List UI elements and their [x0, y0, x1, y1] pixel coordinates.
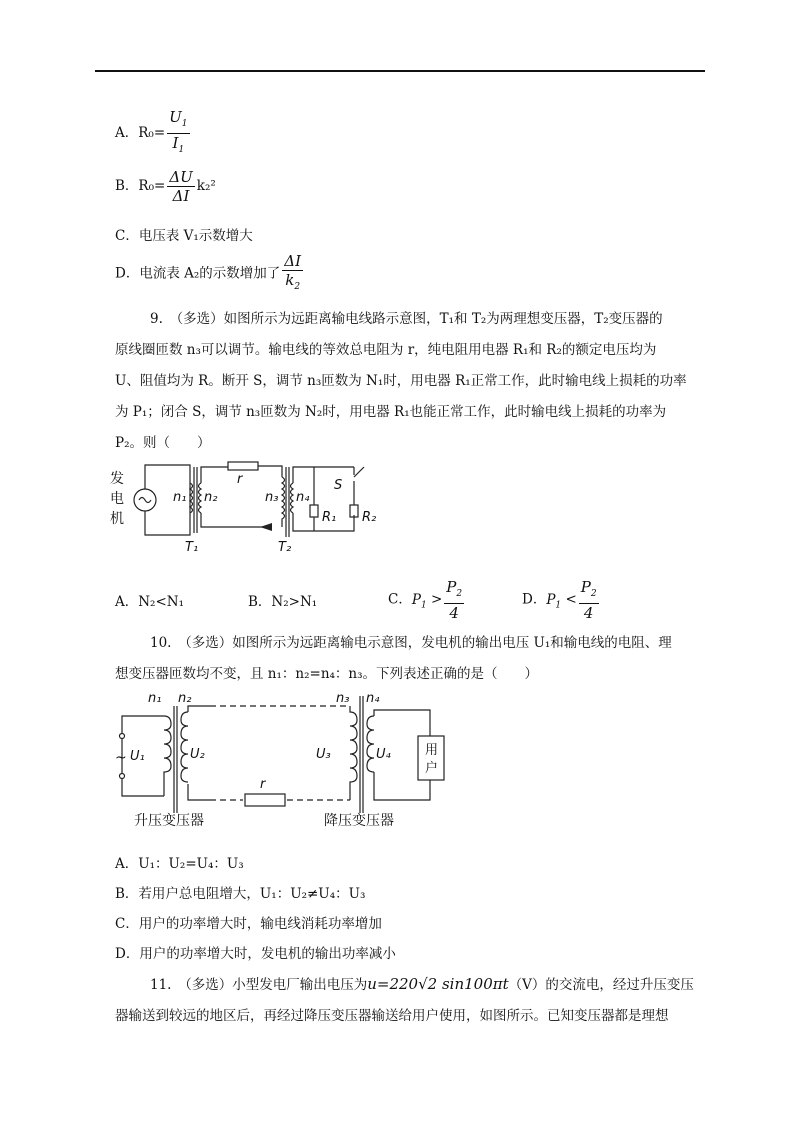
option-9d[interactable]: D．$P_1$ < $\frac{P_2}{4}$	[522, 578, 597, 622]
svg-text:电: 电	[110, 491, 124, 507]
q10-line-1: 10. （多选）如图所示为远距离输电示意图，发电机的输出电压 U₁和输电线的电阻、理	[150, 635, 672, 651]
svg-text:发: 发	[110, 471, 124, 487]
q9-line-3: U、阻值均为 R。断开 S，调节 n₃匝数为 N₁时，用电器 R₁正常工作，此时输电线上损耗的功率	[115, 373, 687, 389]
switch-s	[354, 467, 364, 477]
q9-circuit-diagram	[110, 455, 400, 555]
svg-text:n₂: n₂	[204, 490, 218, 505]
svg-text:U₂: U₂	[190, 747, 205, 762]
option-8d[interactable]: D．电流表 A₂的示数增加了 $\frac{\Delta I}{k_2}$	[115, 252, 305, 296]
svg-text:户: 户	[425, 761, 439, 776]
q9-line-2: 原线圈匝数 n₃可以调节。输电线的等效总电阻为 r，纯电阻用电器 R₁和 R₂的额定电压均为	[115, 342, 657, 358]
top-rule	[95, 70, 705, 72]
svg-text:n₁: n₁	[173, 490, 187, 505]
option-9c[interactable]: C．$P_1$ > $\frac{P_2}{4}$	[388, 578, 463, 622]
q9-line-5: P₂。则（ ）	[115, 435, 211, 451]
fraction-p2-4-c: $\frac{P_2}{4}$	[446, 578, 463, 622]
resistor-r	[245, 794, 285, 806]
svg-text:~: ~	[115, 750, 127, 766]
svg-text:R₂: R₂	[362, 510, 377, 525]
option-9b[interactable]: B．N₂>N₁	[248, 594, 318, 610]
q9-line-1: 9. （多选）如图所示为远距离输电线路示意图，T₁和 T₂为两理想变压器，T₂变压器的	[150, 311, 663, 327]
resistor-r1	[310, 505, 318, 517]
option-10b[interactable]: B．若用户总电阻增大，U₁：U₂≠U₄：U₃	[115, 886, 366, 902]
option-8b[interactable]: B．R₀= $\frac{\Delta U}{\Delta I}$ k₂²	[115, 168, 216, 205]
svg-text:用: 用	[425, 743, 439, 758]
option-9a[interactable]: A．N₂<N₁	[115, 594, 185, 610]
svg-text:机: 机	[110, 511, 124, 527]
svg-text:r: r	[260, 777, 266, 792]
svg-text:r: r	[237, 472, 243, 487]
fraction-p2-4-d: $\frac{P_2}{4}$	[580, 578, 597, 622]
svg-text:T₂: T₂	[278, 540, 292, 555]
q11-line-2: 器输送到较远的地区后，再经过降压变压器输送给用户使用，如图所示。已知变压器都是理想	[115, 1008, 669, 1024]
svg-text:U₄: U₄	[376, 747, 391, 762]
svg-text:降压变压器: 降压变压器	[324, 813, 394, 828]
svg-text:n₃: n₃	[336, 691, 350, 706]
q10-circuit-diagram	[110, 688, 460, 828]
svg-text:升压变压器: 升压变压器	[134, 813, 204, 828]
q9-line-4: 为 P₁；闭合 S，调节 n₃匝数为 N₂时，用电器 R₁也能正常工作，此时输电线上损耗的功率为	[115, 404, 667, 420]
fraction-di-k2: $\frac{\Delta I}{k_2}$	[284, 252, 302, 292]
svg-text:R₁: R₁	[322, 510, 337, 525]
fraction-u1-i1: $\frac{U_1}{I_1}$	[169, 108, 188, 155]
svg-text:n₁: n₁	[148, 691, 162, 706]
q11-formula: u=220√2 sin100πt	[367, 975, 509, 993]
resistor-r	[228, 462, 258, 470]
fraction-du-di: $\frac{\Delta U}{\Delta I}$	[169, 168, 193, 205]
svg-text:n₃: n₃	[265, 490, 279, 505]
option-10a[interactable]: A．U₁：U₂=U₄：U₃	[115, 856, 244, 872]
q11-line-1: 11. （多选）小型发电厂输出电压为u=220√2 sin100πt（V）的交流电，经过升压变压	[150, 975, 694, 993]
option-8c[interactable]: C．电压表 V₁示数增大	[115, 228, 253, 244]
option-8a[interactable]: A．R₀= $\frac{U_1}{I_1}$	[115, 108, 192, 159]
svg-text:n₄: n₄	[296, 490, 310, 505]
svg-text:n₂: n₂	[178, 691, 192, 706]
q10-line-2: 想变压器匝数均不变，且 n₁：n₂=n₄：n₃。下列表述正确的是（ ）	[115, 666, 539, 682]
option-10c[interactable]: C．用户的功率增大时，输电线消耗功率增加	[115, 916, 382, 932]
option-10d[interactable]: D．用户的功率增大时，发电机的输出功率减小	[115, 946, 396, 962]
svg-text:T₁: T₁	[185, 540, 199, 555]
svg-text:U₁: U₁	[130, 749, 145, 764]
svg-text:n₄: n₄	[366, 691, 380, 706]
svg-text:U₃: U₃	[316, 747, 331, 762]
svg-text:S: S	[334, 478, 343, 493]
